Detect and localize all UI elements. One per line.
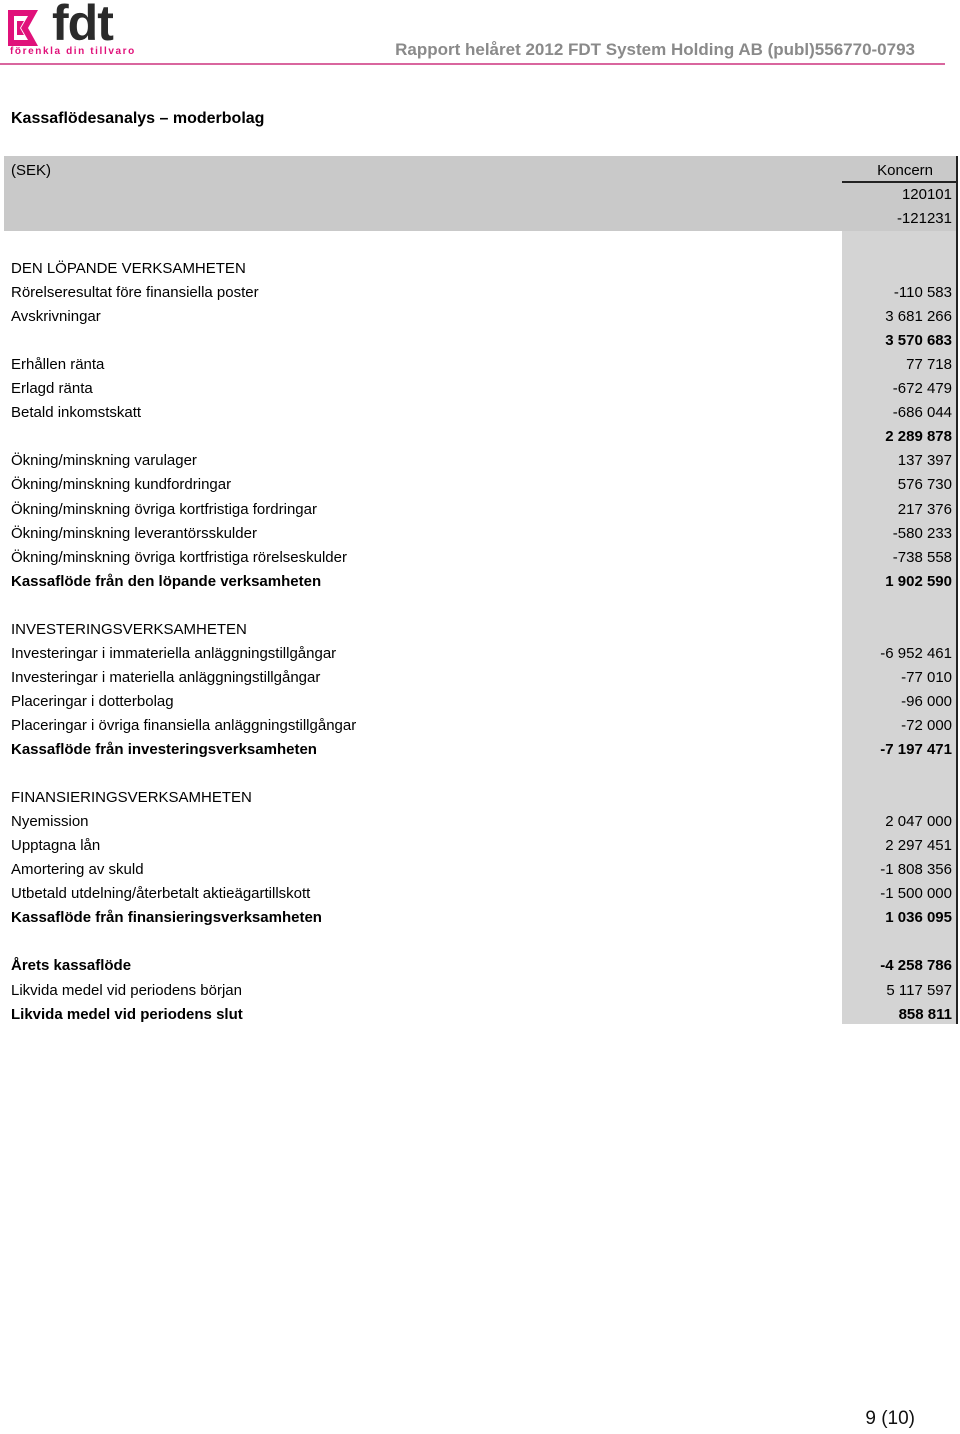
row-label: Likvida medel vid periodens slut — [11, 1006, 243, 1023]
row-label: Investeringar i immateriella anläggningstillgångar — [11, 645, 337, 662]
row-label: Upptagna lån — [11, 837, 101, 854]
row-label: Likvida medel vid periodens början — [11, 982, 242, 999]
row-label: Investeringar i materiella anläggningstillgångar — [11, 669, 321, 686]
report-title: Rapport helåret 2012 FDT System Holding AB (publ)556770-0793 — [395, 40, 915, 59]
row-label: INVESTERINGSVERKSAMHETEN — [11, 621, 247, 638]
table-header-band — [4, 156, 956, 231]
header-divider — [0, 63, 945, 65]
row-value: 137 397 — [897, 452, 952, 469]
column-header-koncern: Koncern — [877, 162, 933, 179]
row-value: 2 289 878 — [885, 428, 952, 445]
row-label: Utbetald utdelning/återbetalt aktieägartillskott — [11, 885, 311, 902]
row-label: Erlagd ränta — [11, 380, 93, 397]
row-value: 3 681 266 — [885, 308, 952, 325]
row-value: 1 902 590 — [885, 573, 952, 590]
row-value: -6 952 461 — [880, 645, 952, 662]
row-label: Placeringar i övriga finansiella anläggningstillgångar — [11, 717, 357, 734]
row-value: -77 010 — [901, 669, 952, 686]
row-value: -580 233 — [892, 525, 952, 542]
value-column-border — [956, 156, 958, 1024]
row-value: -96 000 — [901, 693, 952, 710]
row-value: -1 808 356 — [880, 861, 952, 878]
row-label: Avskrivningar — [11, 308, 101, 325]
row-label: Kassaflöde från den löpande verksamheten — [11, 573, 322, 590]
row-value: -72 000 — [901, 717, 952, 734]
row-label: Årets kassaflöde — [11, 957, 132, 974]
period-start: 120101 — [901, 186, 952, 203]
row-value: -738 558 — [892, 549, 952, 566]
row-value: 77 718 — [906, 356, 952, 373]
row-value: 3 570 683 — [885, 332, 952, 349]
fdt-logo — [8, 0, 136, 60]
row-label: Ökning/minskning övriga kortfristiga fordringar — [11, 501, 317, 518]
row-label: Erhållen ränta — [11, 356, 105, 373]
row-label: Amortering av skuld — [11, 861, 144, 878]
logo-wordmark: fdt — [52, 0, 113, 51]
row-value: -672 479 — [892, 380, 952, 397]
row-value: 858 811 — [898, 1006, 952, 1023]
row-label: Ökning/minskning kundfordringar — [11, 476, 232, 493]
page-number: 9 (10) — [865, 1408, 915, 1429]
row-value: 576 730 — [897, 476, 952, 493]
logo-tagline: förenkla din tillvaro — [10, 46, 136, 57]
row-value: 2 297 451 — [885, 837, 952, 854]
row-value: 5 117 597 — [886, 982, 952, 999]
row-label: Kassaflöde från investeringsverksamheten — [11, 741, 317, 758]
page-title: Kassaflödesanalys – moderbolag — [11, 110, 265, 127]
page-header — [0, 0, 960, 70]
row-label: Ökning/minskning varulager — [11, 452, 197, 469]
row-label: Betald inkomstskatt — [11, 404, 142, 421]
row-label: FINANSIERINGSVERKSAMHETEN — [11, 789, 252, 806]
row-label: Nyemission — [11, 813, 89, 830]
row-value: -686 044 — [892, 404, 952, 421]
row-value: -110 583 — [893, 284, 952, 301]
row-value: 2 047 000 — [885, 813, 952, 830]
row-label: Ökning/minskning övriga kortfristiga rörelseskulder — [11, 549, 347, 566]
period-end: -121231 — [896, 210, 952, 227]
fdt-logo-mark-icon — [8, 8, 50, 48]
row-label: Kassaflöde från finansieringsverksamheten — [11, 909, 322, 926]
row-label: Ökning/minskning leverantörsskulder — [11, 525, 257, 542]
row-label: Placeringar i dotterbolag — [11, 693, 174, 710]
row-label: DEN LÖPANDE VERKSAMHETEN — [11, 260, 246, 277]
row-value: 1 036 095 — [885, 909, 952, 926]
row-value: -1 500 000 — [880, 885, 952, 902]
row-label: Rörelseresultat före finansiella poster — [11, 284, 259, 301]
row-value: -7 197 471 — [880, 741, 952, 758]
currency-label: (SEK) — [11, 162, 52, 179]
row-value: -4 258 786 — [880, 957, 952, 974]
row-value: 217 376 — [897, 501, 952, 518]
